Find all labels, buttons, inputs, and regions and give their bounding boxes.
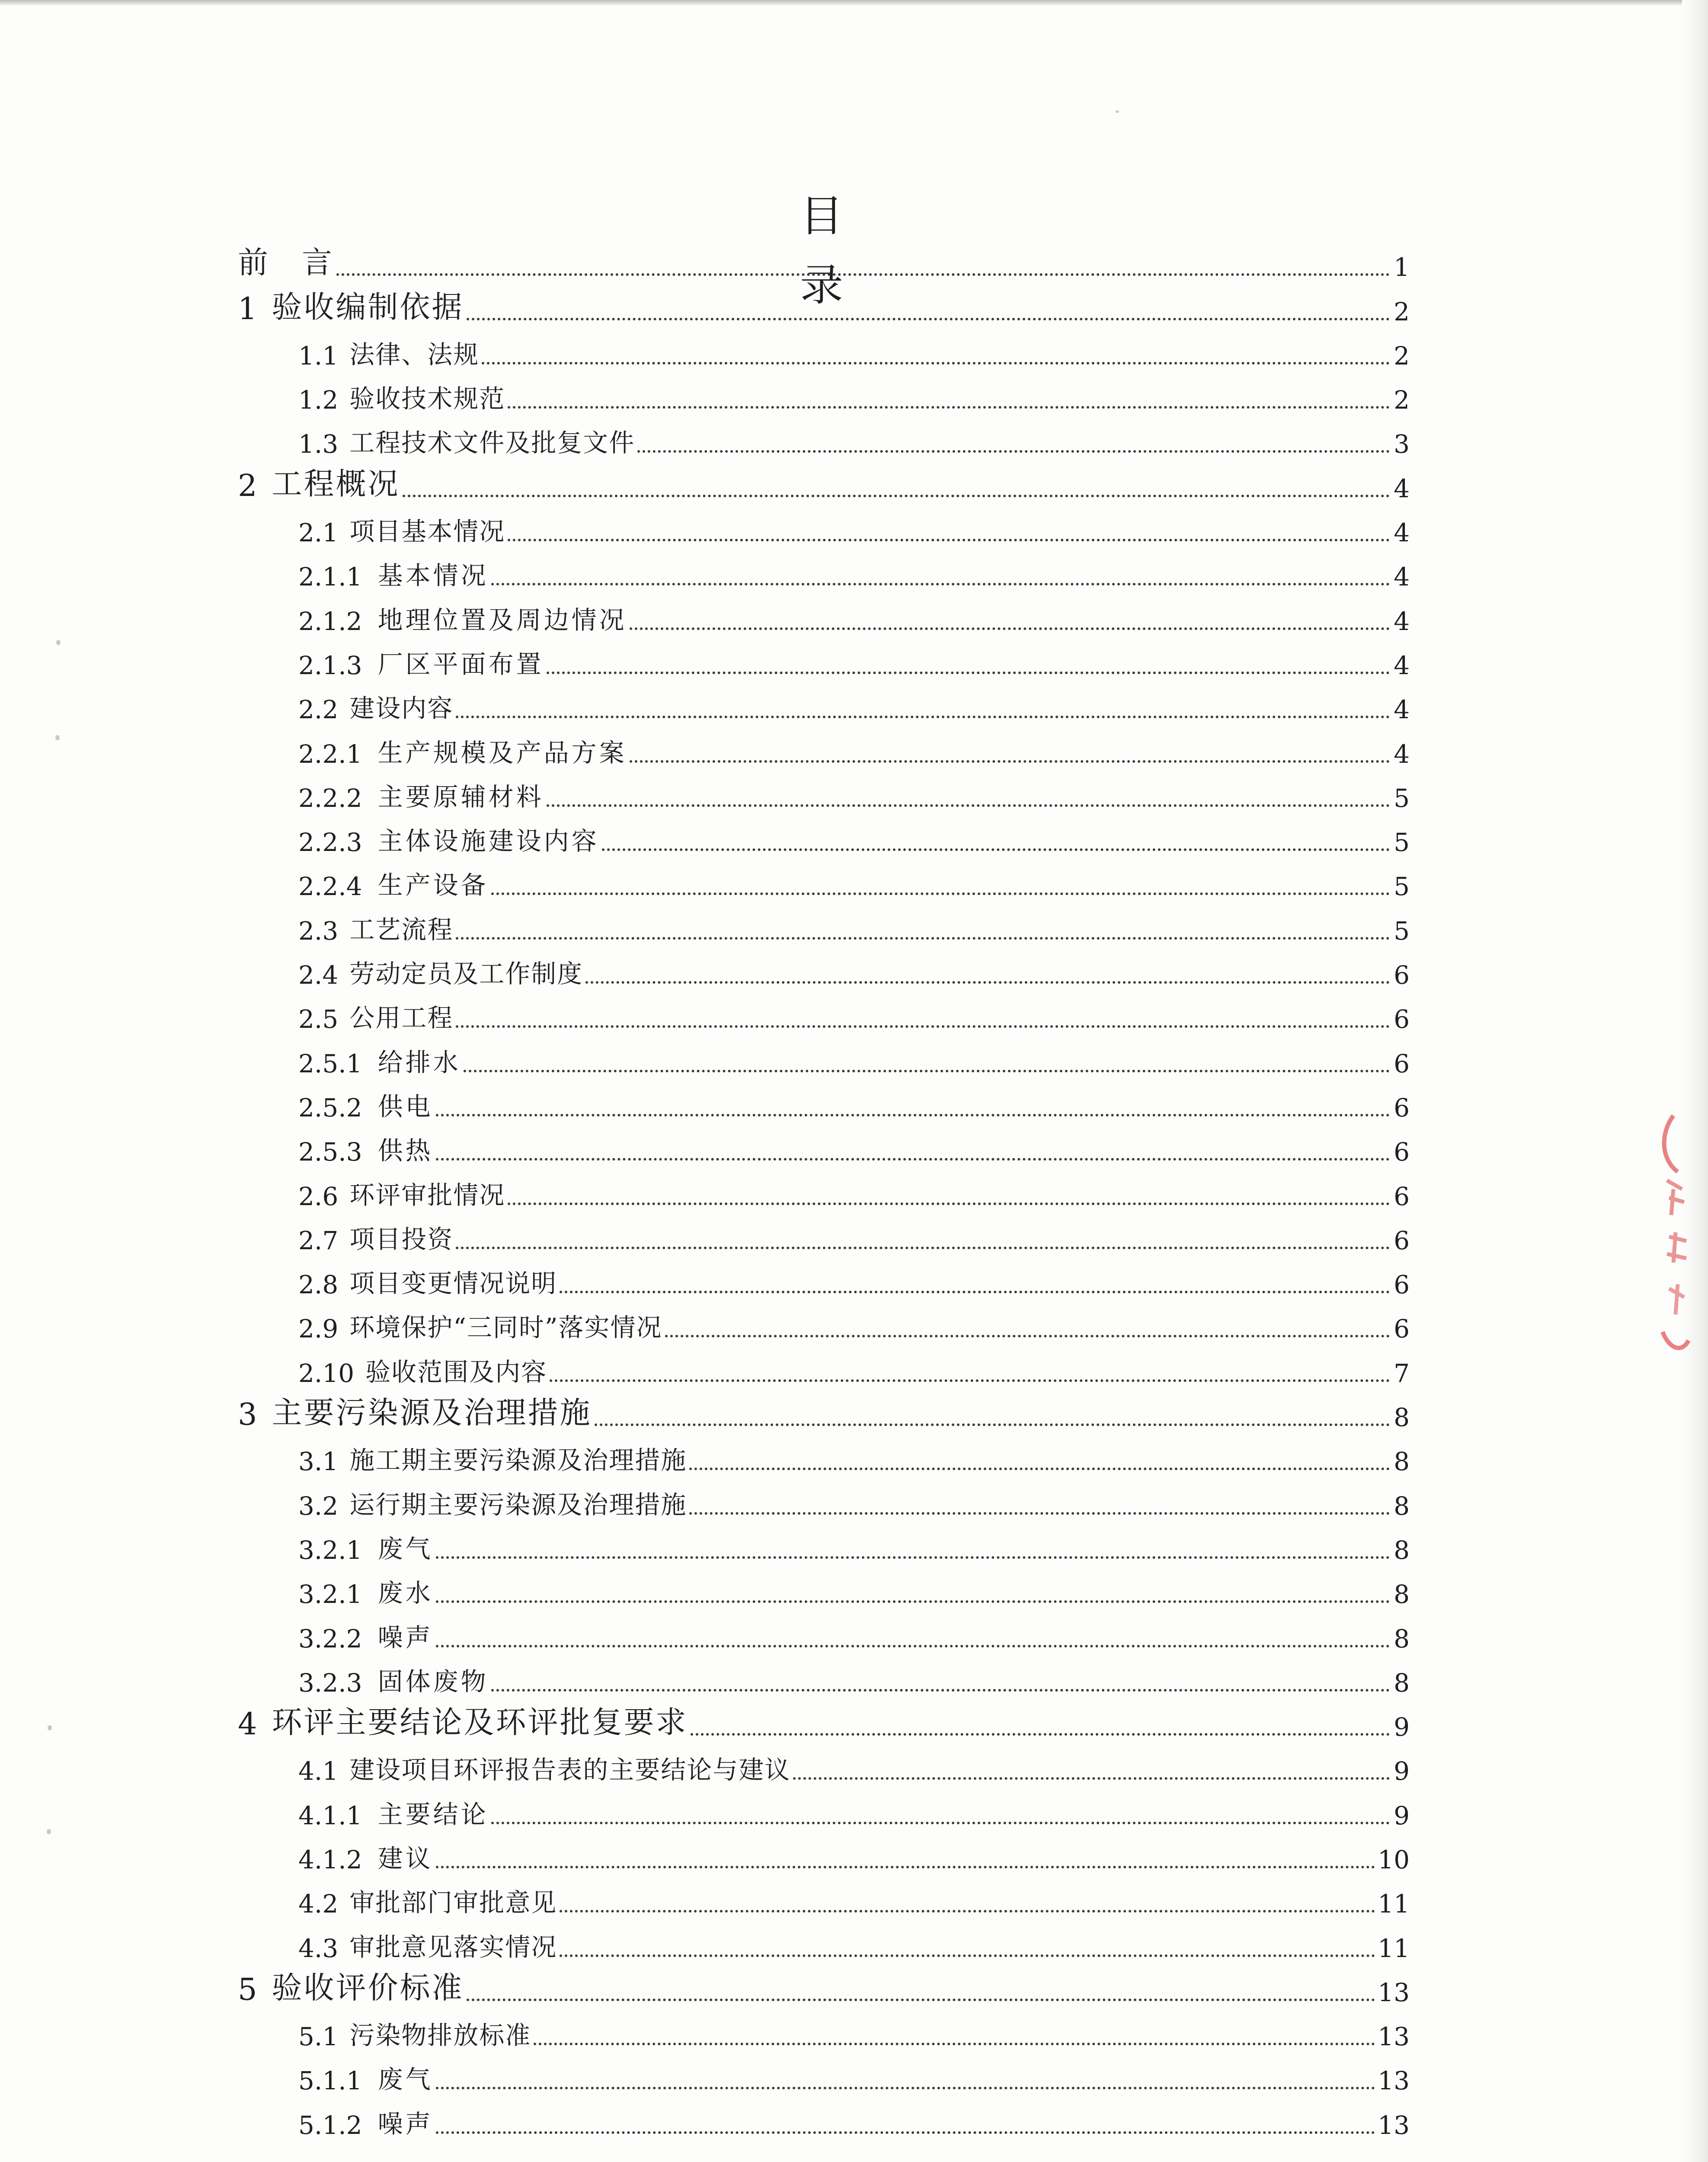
toc-entry <box>238 1569 1410 1613</box>
toc-dot-leader <box>550 1379 1390 1382</box>
toc-dot-leader <box>585 981 1390 984</box>
toc-entry-title: 废气 <box>377 2065 433 2095</box>
toc-entry-number: 2.5.2 <box>298 1093 362 1123</box>
toc-entry-number: 2.5.1 <box>298 1049 362 1078</box>
toc-entry-title: 基本情况 <box>377 561 489 591</box>
toc-entry-number: 2.4 <box>298 960 339 990</box>
toc-entry-number: 5.1.2 <box>298 2110 362 2140</box>
toc-entry-title: 环评审批情况 <box>349 1180 505 1210</box>
toc-entry-title: 劳动定员及工作制度 <box>349 959 583 989</box>
toc-entry-title: 污染物排放标准 <box>349 2021 531 2050</box>
toc-dot-leader <box>491 892 1390 895</box>
toc-entry-page: 8 <box>1394 1491 1410 1521</box>
toc-entry-number: 3.2.1 <box>298 1580 362 1609</box>
toc-entry-page: 4 <box>1394 606 1410 636</box>
toc-dot-leader <box>508 1203 1390 1205</box>
toc-dot-leader <box>689 1468 1390 1470</box>
toc-entry <box>238 1481 1410 1525</box>
toc-entry-title: 运行期主要污染源及治理措施 <box>349 1490 687 1519</box>
toc-entry-number: 3.2 <box>298 1491 339 1521</box>
toc-entry-number: 2.5 <box>298 1004 339 1034</box>
toc-entry-number: 4.1.1 <box>298 1801 362 1830</box>
table-of-contents <box>238 242 1410 2144</box>
toc-entry-number: 2.5.3 <box>298 1137 362 1167</box>
toc-dot-leader <box>436 1600 1390 1603</box>
toc-entry-page: 4 <box>1394 562 1410 592</box>
toc-entry <box>238 1746 1410 1790</box>
toc-entry-title: 法律、法规 <box>349 339 480 369</box>
toc-dot-leader <box>602 848 1390 851</box>
toc-entry-page: 5 <box>1394 916 1410 946</box>
toc-entry-page: 6 <box>1394 1270 1410 1300</box>
toc-entry <box>238 1967 1410 2012</box>
toc-entry-page: 6 <box>1394 1314 1410 1344</box>
toc-entry <box>238 286 1410 330</box>
toc-entry-title: 噪声 <box>377 1622 433 1652</box>
scan-speck <box>55 735 60 740</box>
toc-dot-leader <box>491 1689 1390 1692</box>
toc-entry-page: 6 <box>1394 1004 1410 1034</box>
toc-entry-number: 3.2.2 <box>298 1624 362 1653</box>
toc-entry-number: 4.3 <box>298 1933 339 1963</box>
toc-entry-page: 8 <box>1394 1535 1410 1565</box>
toc-entry-page: 8 <box>1394 1580 1410 1609</box>
toc-entry <box>238 1083 1410 1127</box>
toc-dot-leader <box>456 1025 1390 1028</box>
toc-dot-leader <box>403 495 1390 497</box>
toc-entry <box>238 1790 1410 1834</box>
toc-entry-page: 6 <box>1394 1225 1410 1255</box>
toc-dot-leader <box>456 1247 1390 1249</box>
toc-entry-page: 2 <box>1394 341 1410 371</box>
toc-entry-page: 4 <box>1394 695 1410 725</box>
toc-entry-page: 8 <box>1394 1624 1410 1653</box>
toc-entry-title: 主体设施建设内容 <box>377 826 599 856</box>
toc-entry-title: 主要结论 <box>377 1799 489 1829</box>
toc-entry-page: 11 <box>1378 1889 1410 1919</box>
toc-entry <box>238 1658 1410 1702</box>
toc-entry-number: 2.1.3 <box>298 650 362 680</box>
toc-entry-page: 2 <box>1394 297 1410 326</box>
toc-dot-leader <box>464 1070 1390 1072</box>
scan-edge-shadow <box>0 0 1708 6</box>
toc-entry <box>238 1260 1410 1304</box>
toc-entry-number: 2.1 <box>298 518 339 548</box>
toc-entry <box>238 861 1410 905</box>
toc-entry-number: 3.2.1 <box>298 1535 362 1565</box>
toc-dot-leader <box>436 1556 1390 1559</box>
toc-entry <box>238 994 1410 1038</box>
scan-speck <box>47 1829 51 1834</box>
toc-entry <box>238 1304 1410 1348</box>
toc-dot-leader <box>436 1114 1390 1116</box>
toc-entry-title: 给排水 <box>377 1047 461 1077</box>
toc-entry <box>238 596 1410 640</box>
toc-entry <box>238 1215 1410 1260</box>
toc-entry <box>238 905 1410 950</box>
toc-dot-leader <box>534 2043 1375 2045</box>
toc-entry-number: 4.1.2 <box>298 1845 362 1874</box>
scan-speck <box>48 1725 52 1730</box>
toc-entry-page: 5 <box>1394 872 1410 902</box>
toc-entry <box>238 508 1410 552</box>
toc-dot-leader <box>482 362 1390 365</box>
toc-entry-number: 2 <box>238 467 257 503</box>
toc-entry-title: 废水 <box>377 1578 433 1608</box>
toc-entry <box>238 817 1410 861</box>
toc-entry-title: 工程概况 <box>272 466 400 502</box>
toc-entry <box>238 2056 1410 2100</box>
toc-entry-page: 7 <box>1394 1358 1410 1388</box>
toc-entry-number: 5.1.1 <box>298 2066 362 2096</box>
toc-entry <box>238 419 1410 463</box>
toc-entry-number: 2.1.1 <box>298 562 362 592</box>
toc-dot-leader <box>547 804 1390 807</box>
toc-dot-leader <box>508 539 1390 541</box>
toc-entry <box>238 242 1410 286</box>
toc-entry-page: 9 <box>1394 1756 1410 1786</box>
toc-entry <box>238 1436 1410 1481</box>
toc-entry-number: 2.2.2 <box>298 783 362 813</box>
toc-dot-leader <box>456 716 1390 718</box>
toc-dot-leader <box>436 1158 1390 1161</box>
toc-dot-leader <box>689 1512 1390 1515</box>
toc-entry-title: 验收技术规范 <box>349 384 505 414</box>
toc-entry-number: 3 <box>238 1397 257 1433</box>
toc-entry-number: 2.2.1 <box>298 739 362 769</box>
toc-entry-page: 1 <box>1394 253 1410 282</box>
toc-dot-leader <box>436 1645 1390 1647</box>
toc-entry-title: 环境保护“三同时”落实情况 <box>349 1313 662 1343</box>
toc-entry-page: 6 <box>1394 1137 1410 1167</box>
toc-entry-number: 2.6 <box>298 1181 339 1211</box>
toc-entry-page: 6 <box>1394 1049 1410 1078</box>
toc-entry-title: 项目基本情况 <box>349 517 505 547</box>
toc-entry-title: 建设项目环评报告表的主要结论与建议 <box>349 1755 791 1785</box>
toc-entry-page: 13 <box>1378 1977 1410 2007</box>
toc-entry-number: 2.8 <box>298 1270 339 1300</box>
toc-dot-leader <box>436 1866 1375 1868</box>
toc-entry-title: 固体废物 <box>377 1666 489 1696</box>
toc-entry <box>238 1923 1410 1967</box>
toc-entry-title: 验收范围及内容 <box>365 1357 547 1387</box>
toc-dot-leader <box>630 760 1390 763</box>
toc-entry-title: 地理位置及周边情况 <box>377 605 627 635</box>
toc-entry-title: 项目投资 <box>349 1224 454 1254</box>
toc-entry-number: 2.2.3 <box>298 828 362 857</box>
toc-entry <box>238 2100 1410 2144</box>
toc-title: 目 录 <box>800 191 964 310</box>
toc-entry-page: 10 <box>1378 1845 1410 1874</box>
toc-entry-title: 验收编制依据 <box>272 289 464 325</box>
toc-entry-title: 工程技术文件及批复文件 <box>349 428 635 458</box>
toc-entry-title: 公用工程 <box>349 1003 454 1033</box>
toc-entry-number: 2.9 <box>298 1314 339 1344</box>
toc-entry-title: 主要污染源及治理措施 <box>272 1395 592 1431</box>
toc-dot-leader <box>491 583 1390 585</box>
toc-entry-title: 审批部门审批意见 <box>349 1888 557 1918</box>
toc-entry <box>238 729 1410 773</box>
toc-dot-leader <box>467 1999 1375 2001</box>
toc-entry <box>238 640 1410 684</box>
toc-entry-title: 前 言 <box>238 245 334 281</box>
toc-dot-leader <box>456 937 1390 940</box>
toc-entry-number: 5.1 <box>298 2022 339 2052</box>
toc-entry <box>238 1879 1410 1923</box>
scan-speck <box>56 640 61 645</box>
toc-entry-number: 2.10 <box>298 1358 355 1388</box>
toc-entry-number: 1.1 <box>298 341 339 371</box>
toc-dot-leader <box>491 1822 1390 1824</box>
toc-dot-leader <box>595 1423 1390 1426</box>
scan-right-edge <box>1682 0 1708 2162</box>
toc-entry-number: 2.2 <box>298 695 339 725</box>
toc-entry-page: 4 <box>1394 650 1410 680</box>
toc-entry-title: 工艺流程 <box>349 915 454 944</box>
toc-entry-page: 4 <box>1394 473 1410 503</box>
toc-entry-title: 项目变更情况说明 <box>349 1269 557 1298</box>
toc-entry-title: 噪声 <box>377 2109 433 2139</box>
toc-entry <box>238 1525 1410 1569</box>
toc-entry-page: 11 <box>1378 1933 1410 1963</box>
toc-dot-leader <box>436 2131 1375 2134</box>
toc-entry-page: 9 <box>1394 1801 1410 1830</box>
toc-entry-number: 4.2 <box>298 1889 339 1919</box>
toc-entry-number: 5 <box>238 1971 257 2007</box>
toc-dot-leader <box>508 406 1390 409</box>
toc-dot-leader <box>547 672 1390 674</box>
toc-entry-title: 审批意见落实情况 <box>349 1932 557 1962</box>
toc-entry <box>238 2012 1410 2056</box>
toc-entry <box>238 1835 1410 1879</box>
toc-dot-leader <box>793 1777 1390 1780</box>
toc-entry-number: 2.2.4 <box>298 872 362 902</box>
toc-entry-title: 生产规模及产品方案 <box>377 738 627 768</box>
toc-entry-page: 6 <box>1394 1093 1410 1123</box>
toc-entry <box>238 375 1410 419</box>
red-seal-stamp-fragment <box>1643 1107 1691 1366</box>
toc-entry-title: 主要原辅材料 <box>377 782 544 812</box>
toc-entry-title: 供电 <box>377 1091 433 1121</box>
toc-entry-page: 8 <box>1394 1403 1410 1433</box>
toc-dot-leader <box>665 1335 1390 1337</box>
toc-entry-number: 1 <box>238 291 257 326</box>
toc-entry <box>238 331 1410 375</box>
toc-entry-title: 建议 <box>377 1843 433 1873</box>
toc-entry-page: 13 <box>1378 2022 1410 2052</box>
toc-dot-leader <box>467 318 1390 320</box>
toc-entry-title: 生产设备 <box>377 870 489 900</box>
toc-entry-number: 2.1.2 <box>298 606 362 636</box>
toc-entry-number: 2.7 <box>298 1225 339 1255</box>
toc-entry-page: 4 <box>1394 739 1410 769</box>
toc-entry-title: 环评主要结论及环评批复要求 <box>272 1705 688 1740</box>
toc-entry-number: 4 <box>238 1706 257 1742</box>
toc-dot-leader <box>560 1291 1390 1293</box>
toc-entry <box>238 1038 1410 1082</box>
toc-entry <box>238 1613 1410 1657</box>
toc-entry-number: 3.2.3 <box>298 1668 362 1698</box>
toc-entry-title: 废气 <box>377 1534 433 1564</box>
toc-entry-number: 1.2 <box>298 385 339 415</box>
toc-entry <box>238 463 1410 507</box>
toc-dot-leader <box>691 1733 1390 1736</box>
scan-speck <box>1116 110 1119 113</box>
toc-dot-leader <box>560 1954 1375 1957</box>
toc-entry-page: 3 <box>1394 429 1410 459</box>
toc-entry-title: 建设内容 <box>349 694 454 723</box>
toc-dot-leader <box>630 627 1390 630</box>
toc-entry-page: 13 <box>1378 2110 1410 2140</box>
toc-entry-number: 1.3 <box>298 429 339 459</box>
toc-entry-number: 2.3 <box>298 916 339 946</box>
toc-entry-number: 4.1 <box>298 1756 339 1786</box>
toc-dot-leader <box>336 273 1390 276</box>
toc-entry-page: 5 <box>1394 828 1410 857</box>
toc-dot-leader <box>637 450 1390 453</box>
toc-entry-page: 8 <box>1394 1668 1410 1698</box>
toc-entry <box>238 1171 1410 1215</box>
toc-entry-number: 3.1 <box>298 1447 339 1477</box>
toc-entry <box>238 1392 1410 1436</box>
toc-entry-title: 施工期主要污染源及治理措施 <box>349 1446 687 1475</box>
toc-entry-page: 8 <box>1394 1447 1410 1477</box>
toc-entry-page: 6 <box>1394 960 1410 990</box>
toc-entry-title: 厂区平面布置 <box>377 649 544 679</box>
toc-entry-page: 2 <box>1394 385 1410 415</box>
toc-dot-leader <box>436 2087 1375 2089</box>
toc-entry <box>238 684 1410 729</box>
toc-entry-title: 供热 <box>377 1136 433 1166</box>
toc-entry <box>238 1348 1410 1392</box>
toc-entry-page: 4 <box>1394 518 1410 548</box>
toc-entry-page: 9 <box>1394 1712 1410 1742</box>
toc-entry <box>238 1702 1410 1746</box>
toc-entry-page: 6 <box>1394 1181 1410 1211</box>
toc-entry <box>238 552 1410 596</box>
toc-entry-page: 5 <box>1394 783 1410 813</box>
toc-entry-title: 验收评价标准 <box>272 1970 464 2005</box>
toc-entry <box>238 773 1410 817</box>
toc-entry <box>238 1127 1410 1171</box>
toc-entry <box>238 950 1410 994</box>
toc-dot-leader <box>560 1910 1375 1913</box>
toc-entry-page: 13 <box>1378 2066 1410 2096</box>
